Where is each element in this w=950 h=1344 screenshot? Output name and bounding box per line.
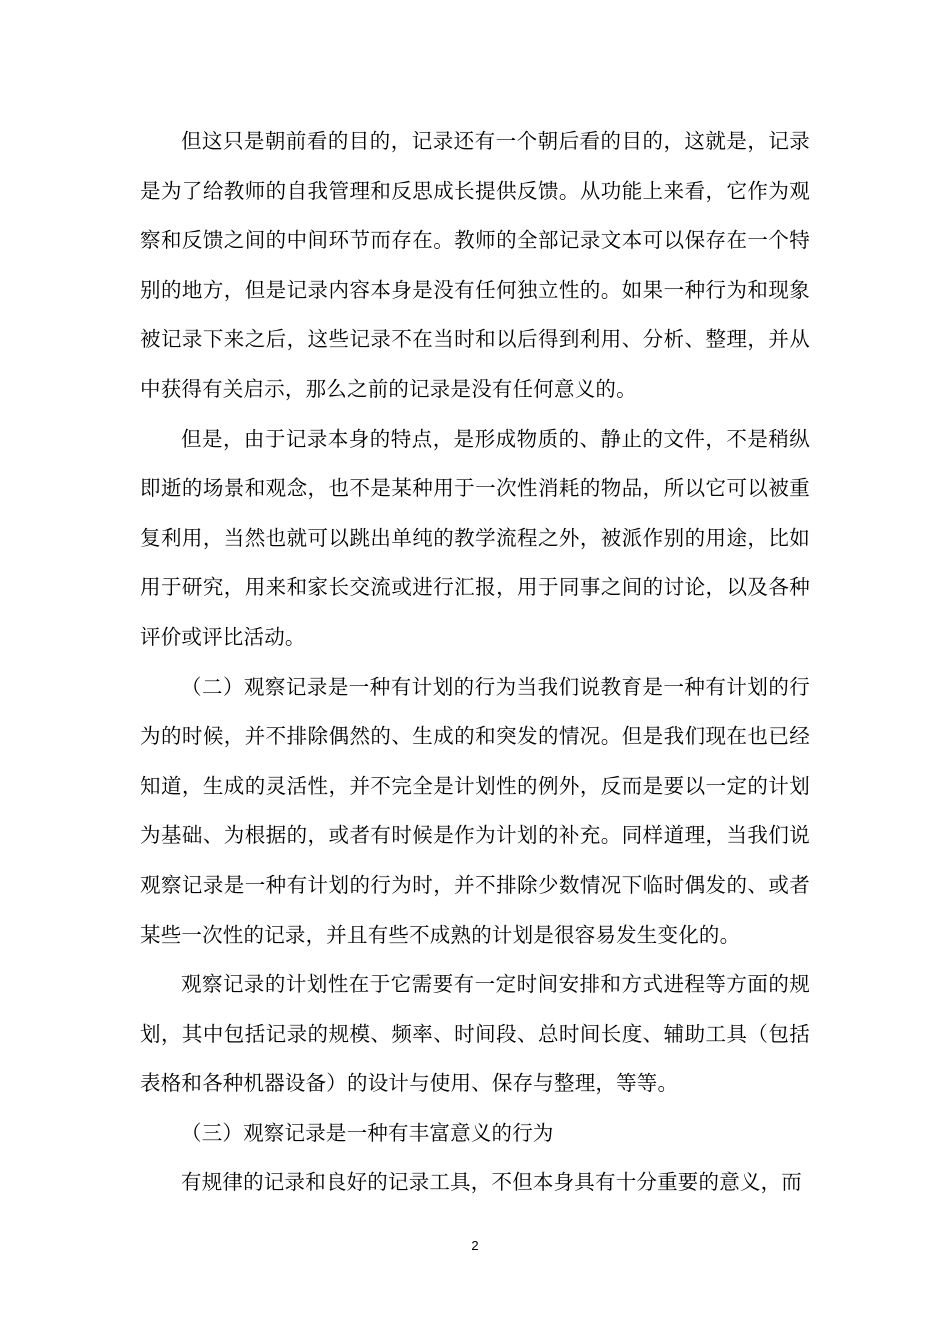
- page-number: 2: [471, 1238, 479, 1253]
- paragraph-recording-tools: 有规律的记录和良好的记录工具，不但本身具有十分重要的意义，而: [181, 1170, 802, 1195]
- paragraph-backward-purpose: 但这只是朝前看的目的，记录还有一个朝后看的目的，这就是，记录是为了给教师的自我管理和反思成长提供反馈。从功能上来看，它作为观察和反馈之间的中间环节而存在。教师的全部记录文本可以保存在一个特别的地方，但是记录内容本身是没有任何独立性的。如果一种行为和现象被记录下来之后，这些记录不在当时和以后得到利用、分析、整理，并从中获得有关启示，那么之前的记录是没有任何意义的。: [140, 129, 810, 401]
- paragraph-section-two: （二）观察记录是一种有计划的行为当我们说教育是一种有计划的行为的时候，并不排除偶然的、生成的和突发的情况。但是我们现在也已经知道，生成的灵活性，并不完全是计划性的例外，反而是要以一定的计划为基础、为根据的，或者有时候是作为计划的补充。同样道理，当我们说观察记录是一种有计划的行为时，并不排除少数情况下临时偶发的、或者某些一次性的记录，并且有些不成熟的计划是很容易发生变化的。: [140, 674, 810, 947]
- section-heading-three: （三）观察记录是一种有丰富意义的行为: [181, 1120, 554, 1145]
- paragraph-planning: 观察记录的计划性在于它需要有一定时间安排和方式进程等方面的规划，其中包括记录的规模、频率、时间段、总时间长度、辅助工具（包括表格和各种机器设备）的设计与使用、保存与整理，等等。: [140, 972, 810, 1096]
- paragraph-record-reuse: 但是，由于记录本身的特点，是形成物质的、静止的文件，不是稍纵即逝的场景和观念，也不是某种用于一次性消耗的物品，所以它可以被重复利用，当然也就可以跳出单纯的教学流程之外，被派作别的用途，比如用于研究，用来和家长交流或进行汇报，用于同事之间的讨论，以及各种评价或评比活动。: [140, 426, 810, 649]
- document-body: [140, 117, 810, 1208]
